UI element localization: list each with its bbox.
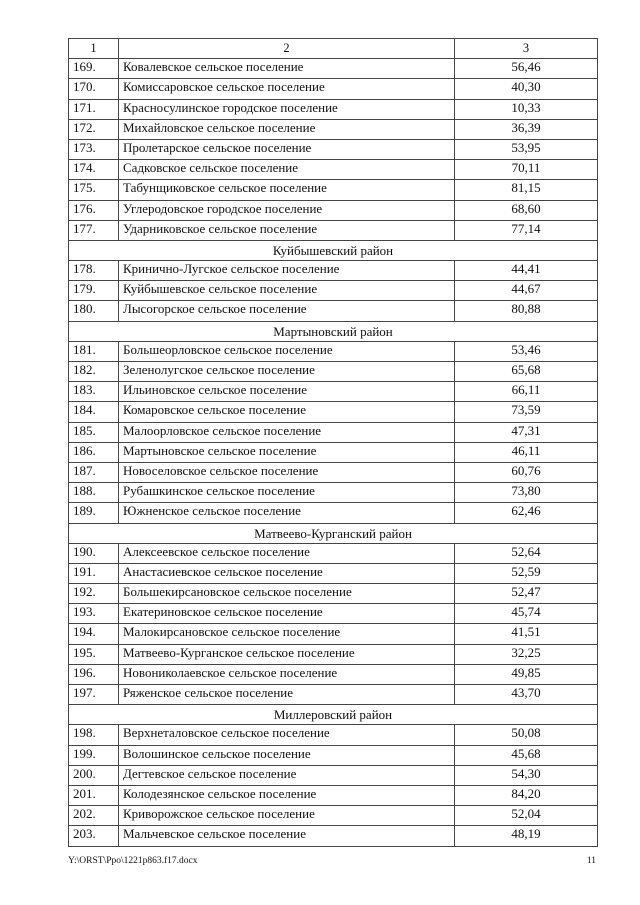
- settlement-name: Малокирсановское сельское поселение: [119, 624, 455, 644]
- table-row: [69, 503, 598, 523]
- section-row: [69, 705, 598, 725]
- row-number: 179.: [69, 281, 119, 301]
- row-value: 47,31: [455, 422, 598, 442]
- row-value: 48,19: [455, 826, 598, 846]
- row-value: 32,25: [455, 644, 598, 664]
- settlement-name: Новониколаевское сельское поселение: [119, 664, 455, 684]
- header-cell-2: 2: [119, 39, 455, 59]
- settlement-name: Анастасиевское сельское поселение: [119, 563, 455, 583]
- row-value: 52,04: [455, 806, 598, 826]
- table-row: [69, 604, 598, 624]
- row-number: 180.: [69, 301, 119, 321]
- row-number: 177.: [69, 220, 119, 240]
- row-value: 45,68: [455, 745, 598, 765]
- row-number: 194.: [69, 624, 119, 644]
- section-row: [69, 321, 598, 341]
- table-row: [69, 685, 598, 705]
- settlement-name: Зеленолугское сельское поселение: [119, 362, 455, 382]
- row-value: 66,11: [455, 382, 598, 402]
- settlement-name: Екатериновское сельское поселение: [119, 604, 455, 624]
- settlement-name: Табунщиковское сельское поселение: [119, 180, 455, 200]
- settlement-name: Углеродовское городское поселение: [119, 200, 455, 220]
- table-row: [69, 160, 598, 180]
- row-number: 178.: [69, 261, 119, 281]
- settlement-name: Мальчевское сельское поселение: [119, 826, 455, 846]
- settlement-name: Пролетарское сельское поселение: [119, 139, 455, 159]
- settlement-name: Криворожское сельское поселение: [119, 806, 455, 826]
- row-number: 173.: [69, 139, 119, 159]
- header-cell-1: 1: [69, 39, 119, 59]
- table-row: [69, 826, 598, 846]
- settlement-name: Матвеево-Курганское сельское поселение: [119, 644, 455, 664]
- footer-file-path: Y:\ORST\Ppo\1221p863.f17.docx: [68, 856, 198, 866]
- header-cell-3: 3: [455, 39, 598, 59]
- settlement-name: Комаровское сельское поселение: [119, 402, 455, 422]
- row-value: 43,70: [455, 685, 598, 705]
- row-value: 56,46: [455, 59, 598, 79]
- row-value: 81,15: [455, 180, 598, 200]
- row-value: 44,67: [455, 281, 598, 301]
- table-header-row: [69, 39, 598, 59]
- row-value: 52,64: [455, 543, 598, 563]
- row-value: 65,68: [455, 362, 598, 382]
- settlement-name: Колодезянское сельское поселение: [119, 785, 455, 805]
- row-number: 199.: [69, 745, 119, 765]
- settlement-name: Большеорловское сельское поселение: [119, 341, 455, 361]
- row-value: 45,74: [455, 604, 598, 624]
- row-number: 202.: [69, 806, 119, 826]
- table-row: [69, 341, 598, 361]
- row-value: 53,46: [455, 341, 598, 361]
- settlement-name: Рубашкинское сельское поселение: [119, 483, 455, 503]
- row-number: 198.: [69, 725, 119, 745]
- table-row: [69, 281, 598, 301]
- row-value: 40,30: [455, 79, 598, 99]
- table-row: [69, 79, 598, 99]
- row-value: 60,76: [455, 462, 598, 482]
- table-row: [69, 785, 598, 805]
- row-value: 73,80: [455, 483, 598, 503]
- table-row: [69, 180, 598, 200]
- row-number: 196.: [69, 664, 119, 684]
- table-row: [69, 806, 598, 826]
- row-value: 41,51: [455, 624, 598, 644]
- footer-page-number: 11: [586, 856, 596, 866]
- section-title: Мартыновский район: [69, 321, 598, 341]
- row-number: 170.: [69, 79, 119, 99]
- row-number: 181.: [69, 341, 119, 361]
- settlement-name: Красносулинское городское поселение: [119, 99, 455, 119]
- table-row: [69, 220, 598, 240]
- row-value: 53,95: [455, 139, 598, 159]
- table-row: [69, 725, 598, 745]
- settlement-name: Волошинское сельское поселение: [119, 745, 455, 765]
- table-row: [69, 301, 598, 321]
- table-row: [69, 483, 598, 503]
- row-value: 54,30: [455, 765, 598, 785]
- row-value: 50,08: [455, 725, 598, 745]
- table-row: [69, 362, 598, 382]
- section-title: Матвеево-Курганский район: [69, 523, 598, 543]
- table-row: [69, 261, 598, 281]
- row-value: 77,14: [455, 220, 598, 240]
- row-number: 191.: [69, 563, 119, 583]
- settlement-name: Новоселовское сельское поселение: [119, 462, 455, 482]
- row-number: 172.: [69, 119, 119, 139]
- settlement-name: Мартыновское сельское поселение: [119, 442, 455, 462]
- row-value: 36,39: [455, 119, 598, 139]
- row-number: 182.: [69, 362, 119, 382]
- settlement-name: Михайловское сельское поселение: [119, 119, 455, 139]
- row-value: 84,20: [455, 785, 598, 805]
- row-value: 49,85: [455, 664, 598, 684]
- row-value: 46,11: [455, 442, 598, 462]
- settlement-name: Ряженское сельское поселение: [119, 685, 455, 705]
- table-row: [69, 745, 598, 765]
- table-row: [69, 765, 598, 785]
- table-row: [69, 563, 598, 583]
- table-row: [69, 442, 598, 462]
- table-row: [69, 584, 598, 604]
- row-number: 185.: [69, 422, 119, 442]
- settlement-name: Куйбышевское сельское поселение: [119, 281, 455, 301]
- section-title: Куйбышевский район: [69, 240, 598, 260]
- row-number: 200.: [69, 765, 119, 785]
- settlement-name: Лысогорское сельское поселение: [119, 301, 455, 321]
- row-number: 175.: [69, 180, 119, 200]
- row-number: 169.: [69, 59, 119, 79]
- table-row: [69, 139, 598, 159]
- settlements-table: [68, 38, 598, 847]
- table-row: [69, 200, 598, 220]
- row-value: 62,46: [455, 503, 598, 523]
- table-row: [69, 402, 598, 422]
- row-number: 197.: [69, 685, 119, 705]
- settlement-name: Садковское сельское поселение: [119, 160, 455, 180]
- row-number: 190.: [69, 543, 119, 563]
- row-value: 52,59: [455, 563, 598, 583]
- row-value: 80,88: [455, 301, 598, 321]
- table-row: [69, 99, 598, 119]
- table-row: [69, 664, 598, 684]
- row-value: 70,11: [455, 160, 598, 180]
- settlement-name: Кринично-Лугское сельское поселение: [119, 261, 455, 281]
- settlement-name: Ильиновское сельское поселение: [119, 382, 455, 402]
- table-row: [69, 382, 598, 402]
- row-number: 193.: [69, 604, 119, 624]
- table-row: [69, 119, 598, 139]
- row-number: 201.: [69, 785, 119, 805]
- settlement-name: Комиссаровское сельское поселение: [119, 79, 455, 99]
- row-number: 188.: [69, 483, 119, 503]
- row-number: 192.: [69, 584, 119, 604]
- settlement-name: Малоорловское сельское поселение: [119, 422, 455, 442]
- row-number: 203.: [69, 826, 119, 846]
- row-value: 52,47: [455, 584, 598, 604]
- table-body: [69, 39, 598, 847]
- settlement-name: Южненское сельское поселение: [119, 503, 455, 523]
- row-number: 183.: [69, 382, 119, 402]
- settlement-name: Большекирсановское сельское поселение: [119, 584, 455, 604]
- row-value: 10,33: [455, 99, 598, 119]
- table-row: [69, 422, 598, 442]
- settlement-name: Ударниковское сельское поселение: [119, 220, 455, 240]
- section-row: [69, 523, 598, 543]
- row-number: 186.: [69, 442, 119, 462]
- row-number: 184.: [69, 402, 119, 422]
- settlement-name: Алексеевское сельское поселение: [119, 543, 455, 563]
- row-value: 68,60: [455, 200, 598, 220]
- settlement-name: Ковалевское сельское поселение: [119, 59, 455, 79]
- table-row: [69, 624, 598, 644]
- section-row: [69, 240, 598, 260]
- row-number: 171.: [69, 99, 119, 119]
- settlement-name: Дегтевское сельское поселение: [119, 765, 455, 785]
- row-number: 176.: [69, 200, 119, 220]
- settlement-name: Верхнеталовское сельское поселение: [119, 725, 455, 745]
- row-value: 44,41: [455, 261, 598, 281]
- table-row: [69, 644, 598, 664]
- table-row: [69, 462, 598, 482]
- row-number: 189.: [69, 503, 119, 523]
- row-number: 174.: [69, 160, 119, 180]
- table-row: [69, 543, 598, 563]
- row-number: 195.: [69, 644, 119, 664]
- table-row: [69, 59, 598, 79]
- section-title: Миллеровский район: [69, 705, 598, 725]
- row-number: 187.: [69, 462, 119, 482]
- row-value: 73,59: [455, 402, 598, 422]
